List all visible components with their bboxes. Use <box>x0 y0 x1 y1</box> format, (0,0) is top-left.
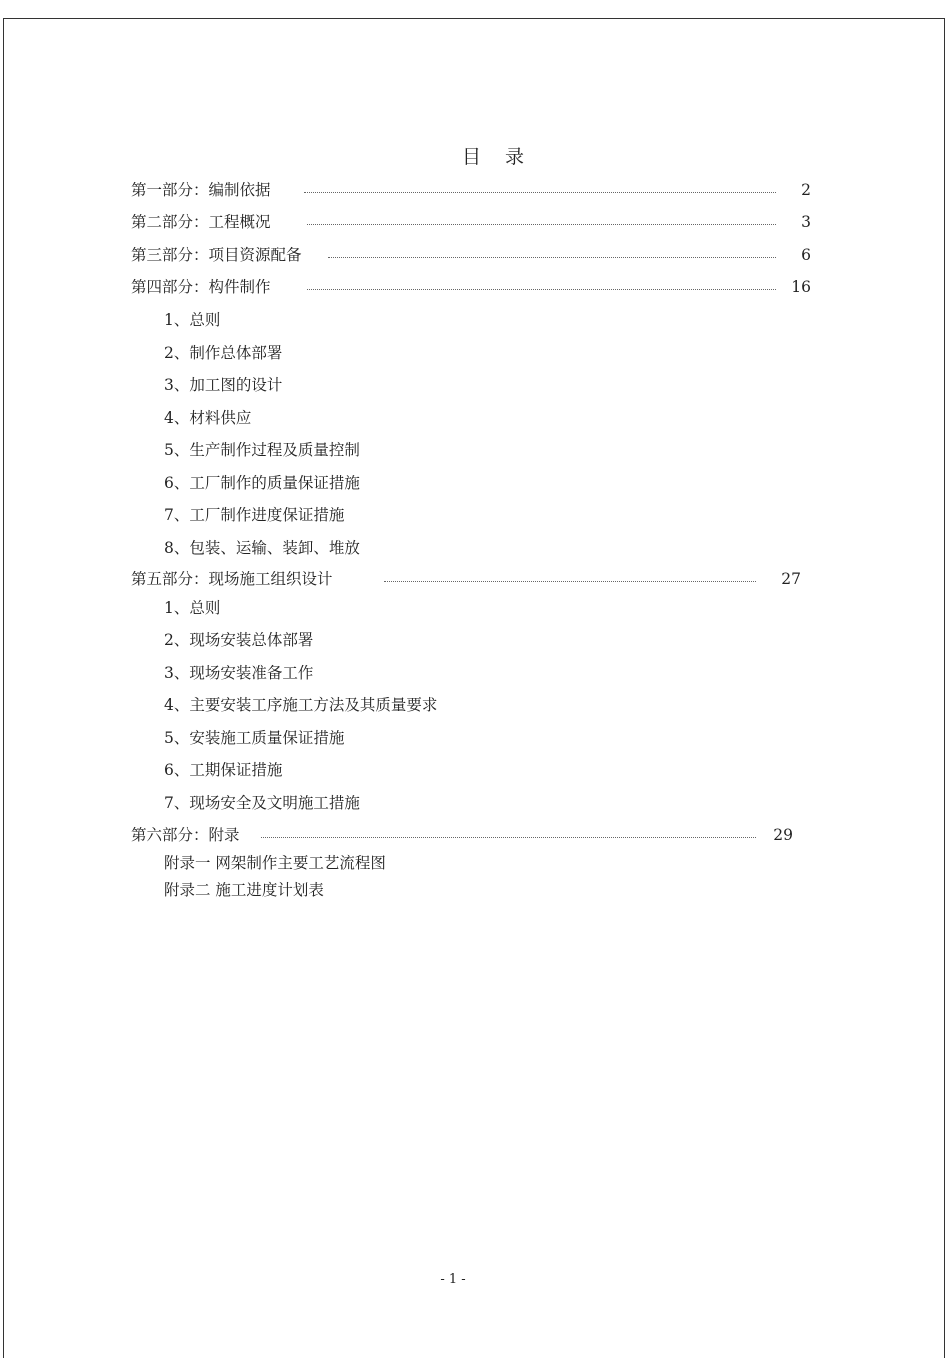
toc-entry-page: 2 <box>801 181 811 199</box>
toc-title-char-2: 录 <box>505 146 525 168</box>
page-number: - 1 - <box>440 1272 466 1287</box>
toc-entry-label: 第一部分：编制依据 <box>131 181 271 199</box>
toc-entry-part2[interactable] <box>131 210 811 234</box>
toc-subitem[interactable]: 2、现场安装总体部署 <box>164 631 314 649</box>
toc-entry-part5[interactable] <box>131 567 801 591</box>
toc-entry-label: 第六部分：附录 <box>131 826 240 844</box>
toc-title-char-1: 目 <box>461 146 481 168</box>
toc-subitem[interactable]: 5、生产制作过程及质量控制 <box>164 441 360 459</box>
toc-entry-page: 29 <box>773 826 793 844</box>
toc-entry-part3[interactable] <box>131 243 811 267</box>
dot-leader <box>304 192 776 193</box>
toc-subitem[interactable]: 6、工厂制作的质量保证措施 <box>164 474 360 492</box>
toc-subitem[interactable]: 1、总则 <box>164 599 221 617</box>
toc-appendix-item[interactable]: 附录一 网架制作主要工艺流程图 <box>164 854 386 872</box>
dot-leader <box>307 289 776 290</box>
toc-entry-label: 第二部分：工程概况 <box>131 213 271 231</box>
toc-entry-label: 第四部分：构件制作 <box>131 278 271 296</box>
toc-entry-part6[interactable] <box>131 823 793 847</box>
dot-leader <box>307 224 776 225</box>
toc-subitem[interactable]: 2、制作总体部署 <box>164 344 283 362</box>
toc-subitem[interactable]: 4、材料供应 <box>164 409 252 427</box>
dot-leader <box>328 257 776 258</box>
toc-subitem[interactable]: 1、总则 <box>164 311 221 329</box>
toc-title <box>0 142 950 169</box>
toc-subitem[interactable]: 7、工厂制作进度保证措施 <box>164 506 345 524</box>
toc-subitem[interactable]: 4、主要安装工序施工方法及其质量要求 <box>164 696 438 714</box>
toc-entry-label: 第三部分：项目资源配备 <box>131 246 302 264</box>
toc-entry-part4[interactable] <box>131 275 811 299</box>
toc-subitem[interactable]: 6、工期保证措施 <box>164 761 283 779</box>
toc-entry-page: 16 <box>791 278 811 296</box>
toc-entry-page: 6 <box>801 246 811 264</box>
toc-subitem[interactable]: 5、安装施工质量保证措施 <box>164 729 345 747</box>
toc-entry-page: 3 <box>801 213 811 231</box>
toc-subitem[interactable]: 8、包装、运输、装卸、堆放 <box>164 539 360 557</box>
toc-appendix-item[interactable]: 附录二 施工进度计划表 <box>164 881 324 899</box>
dot-leader <box>384 581 756 582</box>
toc-subitem[interactable]: 7、现场安全及文明施工措施 <box>164 794 360 812</box>
toc-entry-label: 第五部分：现场施工组织设计 <box>131 570 333 588</box>
toc-subitem[interactable]: 3、加工图的设计 <box>164 376 283 394</box>
dot-leader <box>261 837 756 838</box>
toc-subitem[interactable]: 3、现场安装准备工作 <box>164 664 314 682</box>
toc-entry-part1[interactable] <box>131 178 811 202</box>
toc-entry-page: 27 <box>781 570 801 588</box>
